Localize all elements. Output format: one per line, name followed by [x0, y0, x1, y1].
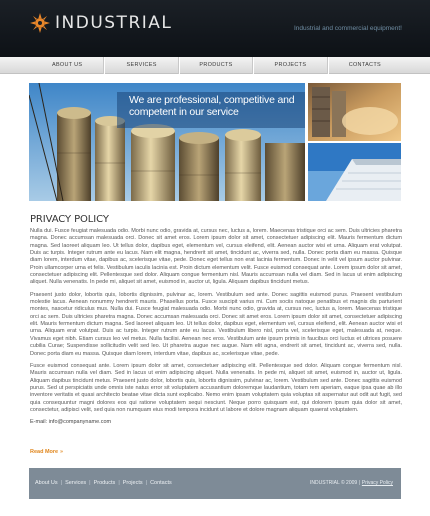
footer-separator: | — [145, 480, 148, 486]
footer-copyright — [310, 480, 393, 486]
page-title: PRIVACY POLICY — [30, 214, 109, 225]
site-header — [0, 0, 430, 57]
footer-link-projects[interactable]: Projects — [122, 480, 143, 486]
nav-item-contacts[interactable]: CONTACTS — [328, 57, 401, 74]
email-line — [30, 419, 402, 425]
footer-link-services[interactable]: Services — [65, 480, 87, 486]
machinery-image — [308, 83, 401, 141]
thumbnail-building[interactable] — [308, 143, 401, 201]
policy-paragraph-3: Fusce euismod consequat ante. Lorem ipsum dolor sit amet, consectetuer adipiscing elit. Pellentesque sed dolor. Aliquam congue fermentum nisl. Mauris accumsan nulla vel diam. Sed in lacus ut enim adipiscing aliquet. Nulla venenatis. In pede mi, aliquet sit amet, euismod in, auctor ut, ligula. Aliquam dapibus tincidunt metus. Praesent justo dolor, lobortis quis, lobortis dignissim, pulvinar ac, lorem. Vestibulum sed ante. Donec sagittis euismod purus. Sed ut perspiciatis unde omnis iste natus error sit voluptatem accusantium doloremque laudantium, totam rem aperiam, eaque ipsa quae ab illo inventore veritatis et quasi architecto beatae vitae dicta sunt explicabo. Nemo enim ipsam voluptatem quia voluptas sit aspernatur aut odit aut fugit, sed quia consequuntur magni dolores eos qui ratione voluptatem sequi nesciunt. Neque porro quisquam est, qui dolorem ipsum quia dolor sit amet, consectetur, adipisci velit, sed quia non numquam eius modi tempora incidunt ut labore et dolore magnam aliquam quaerat voluptatem. — [30, 362, 402, 413]
nav-item-about-us[interactable]: ABOUT US — [31, 57, 104, 74]
tagline: Industrial and commercial equipment! — [293, 25, 402, 32]
logo[interactable] — [30, 13, 172, 33]
hero-headline — [129, 94, 294, 118]
nav-item-services[interactable]: SERVICES — [104, 57, 178, 74]
footer-link-contacts[interactable]: Contacts — [150, 480, 172, 486]
nav-items — [31, 57, 401, 74]
email-link[interactable]: info@companyname.com — [48, 419, 112, 426]
double-arrow-right-icon: » — [60, 449, 63, 455]
nav-item-products[interactable]: PRODUCTS — [179, 57, 253, 74]
site-footer — [29, 468, 401, 499]
policy-paragraph-2: Praesent justo dolor, lobortis quis, lobortis dignissim, pulvinar ac, lorem. Vestibulum sed ante. Donec sagittis euismod purus. Praesent vestibulum molestie lacus. Aenean nonummy hendrerit mauris. Phasellus porta. Fusce suscipit varius mi. Cum sociis natoque penatibus et magnis dis parturient montes, nascetur ridiculus mus. Nulla dui. Fusce feugiat malesuada odio. Morbi nunc odio, gravida at, cursus nec, luctus a, lorem. Maecenas tristique orci ac sem. Duis ultricies pharetra magna. Donec accumsan malesuada orci. Donec sit amet eros. Lorem ipsum dolor sit amet, consectetuer adipiscing elit. Mauris fermentum dictum magna. Sed laoreet aliquam leo. Ut tellus dolor, dapibus eget, elementum vel, cursus eleifend, elit. Aenean auctor wisi et urna. Aliquam erat volutpat. Duis ac turpis. Integer rutrum ante eu lacus. Vestibulum libero nisl, porta vel, scelerisque eget, malesuada at, neque. Vivamus eget nibh. Etiam cursus leo vel metus. Nulla facilisi. Aenean nec eros. Vestibulum ante ipsum primis in faucibus orci luctus et ultrices posuere cubilia Curae; Suspendisse sollicitudin velit sed leo. Ut pharetra augue nec augue. Nam elit agna, endrerit sit amet, tincidunt ac, viverra sed, nulla. Donec porta diam eu massa. Quisque diam lorem, interdum vitae, dapibus ac, scelerisque vitae, pede. — [30, 291, 402, 357]
hero-headline-line1: We are professional, competitive and — [129, 94, 295, 106]
footer-link-about-us[interactable]: About Us — [35, 480, 58, 486]
copyright-text: INDUSTRIAL © 2009 | — [310, 480, 360, 486]
policy-paragraph-1: Nulla dui. Fusce feugiat malesuada odio. Morbi nunc odio, gravida at, cursus nec, luctus a, lorem. Maecenas tristique orci ac sem. Duis ultricies pharetra magna. Donec accumsan malesuada orci. Donec sit amet eros. Lorem ipsum dolor sit amet, consectetuer adipiscing elit. Mauris fermentum dictum magna. Sed laoreet aliquam leo. Ut tellus dolor, dapibus eget, elementum vel, cursus eleifend, elit. Aenean auctor wisi et urna. Aliquam erat volutpat. Duis ac turpis. Integer rutrum ante eu lacus. Nam elit magna, hendrerit sit amet, tincidunt ac, viverra sed, nulla. Donec porta diam eu massa. Quisque diam lorem, interdum vitae, dapibus ac, scelerisque vitae, pede. Donec eget tellus non erat lacinia fermentum. Donec in velit vel ipsum auctor pulvinar. Proin ullamcorper urna et felis. Vestibulum iaculis lacinia est. Proin dictum elementum velit. Fusce euismod consequat ante. Lorem ipsum dolor sit amet, consectetuer adipiscing elit. Pellentesque sed dolor. Aliquam congue fermentum nisl. Mauris accumsan nulla vel diam. Sed in lacus ut enim adipiscing aliquet. Nulla venenatis. In pede mi, aliquet sit amet, euismod in, auctor ut, ligula. Aliquam dapibus tincidunt metus. — [30, 228, 402, 286]
footer-links — [35, 480, 172, 486]
footer-link-products[interactable]: Products — [93, 480, 116, 486]
read-more-link[interactable] — [30, 449, 63, 455]
footer-separator: | — [89, 480, 91, 486]
sun-gear-icon — [30, 13, 50, 33]
logo-text: INDUSTRIAL — [55, 13, 173, 33]
banner — [29, 83, 401, 201]
main-content — [30, 214, 402, 425]
main-nav — [0, 57, 430, 74]
hero-headline-line2: competent in our service — [129, 106, 239, 118]
hero-image — [29, 83, 305, 201]
footer-separator: | — [60, 480, 63, 486]
read-more-label: Read More — [30, 449, 59, 455]
banner-thumbnails — [308, 83, 401, 201]
privacy-policy-link[interactable]: Privacy Policy — [361, 480, 393, 486]
footer-separator: | — [118, 480, 120, 486]
thumbnail-machinery[interactable] — [308, 83, 401, 141]
nav-item-projects[interactable]: PROJECTS — [253, 57, 327, 74]
email-label: E-mail: — [30, 419, 48, 426]
building-image — [308, 143, 401, 201]
